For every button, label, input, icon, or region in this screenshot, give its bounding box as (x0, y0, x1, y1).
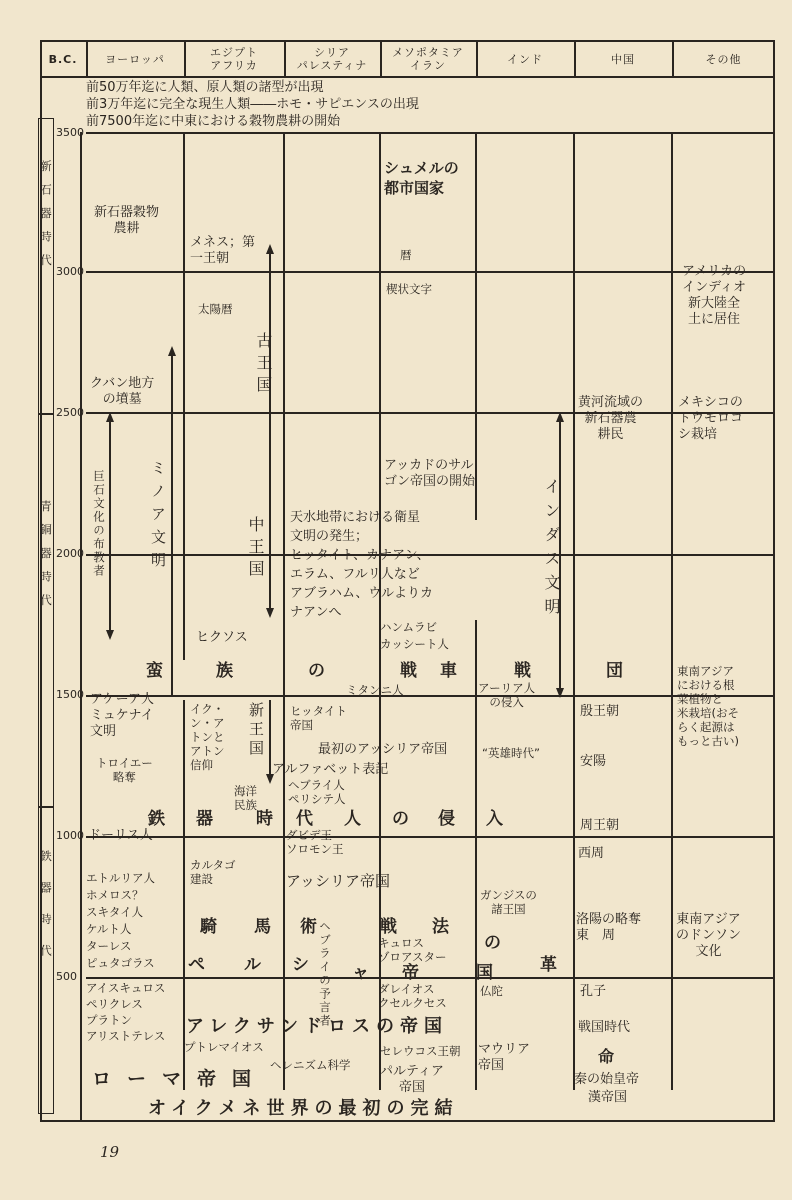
cell-neolithic-agri: 新石器穀物 農耕 (94, 205, 160, 236)
cell-w-zhou: 西周 (578, 846, 605, 861)
cell-darius: ダレイオス クセルクセス (378, 982, 447, 1010)
cell-seleucid: セレウコス王朝 (380, 1044, 461, 1058)
intro-line-2: 前3万年迄に完全な現生人類――ホモ・サピエンスの出現 (86, 97, 419, 112)
cell-cuneiform: 楔状文字 (386, 282, 432, 296)
cell-iron-7: 侵 (438, 809, 457, 829)
cell-iron-2: 器 (196, 809, 215, 829)
cell-rome: ローマ帝国 (92, 1068, 268, 1090)
header-bc: B.C. (48, 52, 78, 66)
cell-persia-4: ャ (352, 963, 371, 983)
cell-solar: 太陽暦 (198, 302, 233, 316)
cell-ganges: ガンジスの 諸王国 (480, 888, 537, 916)
cell-maurya: マウリア 帝国 (478, 1042, 531, 1073)
tick-3000: 3000 (56, 265, 84, 278)
cell-barbarian-4: 戦 (400, 661, 419, 681)
cell-iron-3: 時 (256, 809, 275, 829)
cell-yin: 殷王朝 (580, 704, 620, 719)
cell-ikhnaton: イク・ ン・ア トンと アトン 信仰 (190, 702, 225, 772)
cell-minoan: ミノア文明 (149, 460, 167, 575)
cell-carthage: カルタゴ 建設 (190, 858, 236, 886)
cell-persia-6: 国 (476, 963, 495, 983)
header-meso: メソポタミア イラン (392, 46, 464, 72)
cell-alphabet: アルファベット表記 (272, 762, 389, 777)
period-neolithic: 新石器時代 (39, 160, 53, 278)
cell-iron-4: 代 (296, 809, 315, 829)
cell-horse-3: 術 (300, 917, 319, 937)
cell-han: 漢帝国 (588, 1090, 628, 1105)
period-bronze: 青銅器時代 (39, 500, 53, 618)
cell-old-kingdom: 古王国 (254, 332, 273, 398)
cell-confucius: 孔子 (580, 984, 607, 999)
cell-barbarian-5: 車 (440, 661, 459, 681)
tick-2000: 2000 (56, 547, 84, 560)
tick-500: 500 (56, 970, 77, 983)
cell-iron-5: 人 (344, 809, 363, 829)
cell-persia-5: 帝 (402, 963, 421, 983)
cell-qin: 秦の始皇帝 (574, 1072, 640, 1087)
cell-alexander: アレクサンドロスの帝国 (186, 1016, 449, 1037)
cell-horse-5: 法 (432, 917, 451, 937)
cell-iron-6: の (392, 809, 411, 829)
tick-1000: 1000 (56, 829, 84, 842)
cell-etruscans: エトルリア人 ホメロス？ スキタイ人 ケルト人 ターレス ピュタゴラス (86, 871, 155, 970)
tick-2500: 2500 (56, 406, 84, 419)
intro-line-3: 前7500年迄に中東における穀物農耕の開始 (86, 114, 341, 129)
cell-luoyang: 洛陽の略奪 東 周 (576, 912, 642, 943)
period-iron: 鉄器時代 (39, 850, 53, 976)
cell-aryan: アーリア人 の侵入 (478, 681, 536, 709)
cell-se-asia-dongson: 東南アジア のドンソン 文化 (676, 912, 742, 959)
header-china: 中国 (611, 52, 635, 66)
cell-barbarian-2: 族 (216, 661, 235, 681)
cell-hittite-empire: ヒッタイト 帝国 (290, 704, 347, 732)
cell-hebrews: ヘブライ人 ペリシテ人 (288, 778, 346, 806)
cell-huanghe: 黄河流域の 新石器農 耕民 (578, 395, 644, 442)
header-other: その他 (705, 52, 742, 66)
header-egypt: エジプト アフリカ (210, 46, 258, 72)
cell-zhou: 周王朝 (580, 818, 620, 833)
cell-parthia: パルティア 帝国 (380, 1064, 444, 1095)
cell-calendar: 暦 (400, 248, 412, 262)
cell-barbarian-7: 団 (606, 661, 625, 681)
cell-ptolemy: プトレマイオス (184, 1040, 264, 1054)
cell-new-kingdom: 新王国 (247, 702, 265, 759)
cell-kassite: カッシート人 (380, 637, 449, 651)
cell-barbarian-3: の (308, 661, 327, 681)
tick-1500: 1500 (56, 688, 84, 701)
cell-oikoumene: オイクメネ世界の最初の完結 (148, 1098, 459, 1119)
cell-horse-6: の (484, 933, 503, 953)
cell-megalith: 巨石文化の布教者 (92, 470, 106, 578)
cell-persia-1: ペ (188, 955, 207, 975)
cell-ming: 命 (598, 1047, 615, 1066)
cell-anyang: 安陽 (580, 754, 607, 769)
cell-kuban: クバン地方 の墳墓 (90, 376, 155, 407)
cell-sea-peoples: 海洋 民族 (234, 784, 257, 812)
cell-menes: メネス；第 一王朝 (190, 235, 256, 266)
cell-sumer: シュメルの 都市国家 (384, 159, 459, 197)
cell-se-asia-root: 東南アジア における根 菜植物と 米栽培(おそ らく起源は もっと古い) (677, 664, 739, 748)
cell-sky: 天水地帯における衛星 文明の発生； ヒッタイト、カナアン、 エラム、フルリ人など アブラハム、ウルよりカ ナアンへ (290, 510, 434, 620)
cell-akkad: アッカドのサル ゴン帝国の開始 (384, 458, 476, 489)
cell-prophets: ヘブライの予言者 (318, 920, 332, 1028)
cell-first-assyria: 最初のアッシリア帝国 (318, 742, 448, 757)
cell-cyrus: キュロス ゾロアスター (378, 936, 447, 964)
cell-horse-1: 騎 (200, 917, 219, 937)
page-number: 19 (100, 1143, 120, 1161)
cell-persia-3: シ (292, 955, 311, 975)
cell-dorians: ドーリス人 (88, 828, 153, 843)
cell-horse-2: 馬 (254, 917, 273, 937)
cell-david: ダビデ王 ソロモン王 (286, 828, 344, 856)
cell-barbarian-6: 戦 (514, 661, 533, 681)
header-india: インド (507, 52, 543, 66)
cell-americas: アメリカの インディオ 新大陸全 土に居住 (682, 264, 747, 327)
cell-middle-kingdom: 中王国 (246, 516, 265, 582)
cell-horse-4: 戦 (380, 917, 399, 937)
cell-iron-8: 入 (486, 809, 505, 829)
header-europe: ヨーロッパ (105, 52, 165, 66)
cell-assyria: アッシリア帝国 (286, 872, 390, 890)
cell-warring: 戦国時代 (578, 1020, 631, 1035)
cell-mexico: メキシコの トウモロコ シ栽培 (678, 395, 744, 442)
cell-barbarian-1: 蛮 (146, 661, 165, 681)
cell-heroic: “英雄時代” (482, 746, 540, 760)
tick-3500: 3500 (56, 126, 84, 139)
cell-hammurabi: ハンムラビ (380, 620, 438, 634)
cell-iron-1: 鉄 (148, 809, 167, 829)
cell-horse-7: 革 (540, 955, 559, 975)
cell-buddha: 仏陀 (480, 984, 503, 998)
cell-persia-2: ル (244, 955, 263, 975)
header-syria: シリア パレスティナ (296, 46, 368, 72)
cell-hyksos: ヒクソス (196, 630, 248, 645)
intro-line-1: 前50万年迄に人類、原人類の諸型が出現 (86, 80, 324, 95)
cell-achaeans: アケーア人 ミュケナイ 文明 (90, 692, 154, 739)
cell-hellenism: ヘレニズム科学 (270, 1058, 351, 1072)
cell-troy: トロイエー 略奪 (96, 756, 153, 784)
cell-aeschylus: アイスキュロス ペリクレス プラトン アリストテレス (86, 981, 166, 1043)
cell-indus: インダス文明 (542, 478, 561, 622)
cell-mitanni: ミタンニ人 (346, 683, 404, 697)
